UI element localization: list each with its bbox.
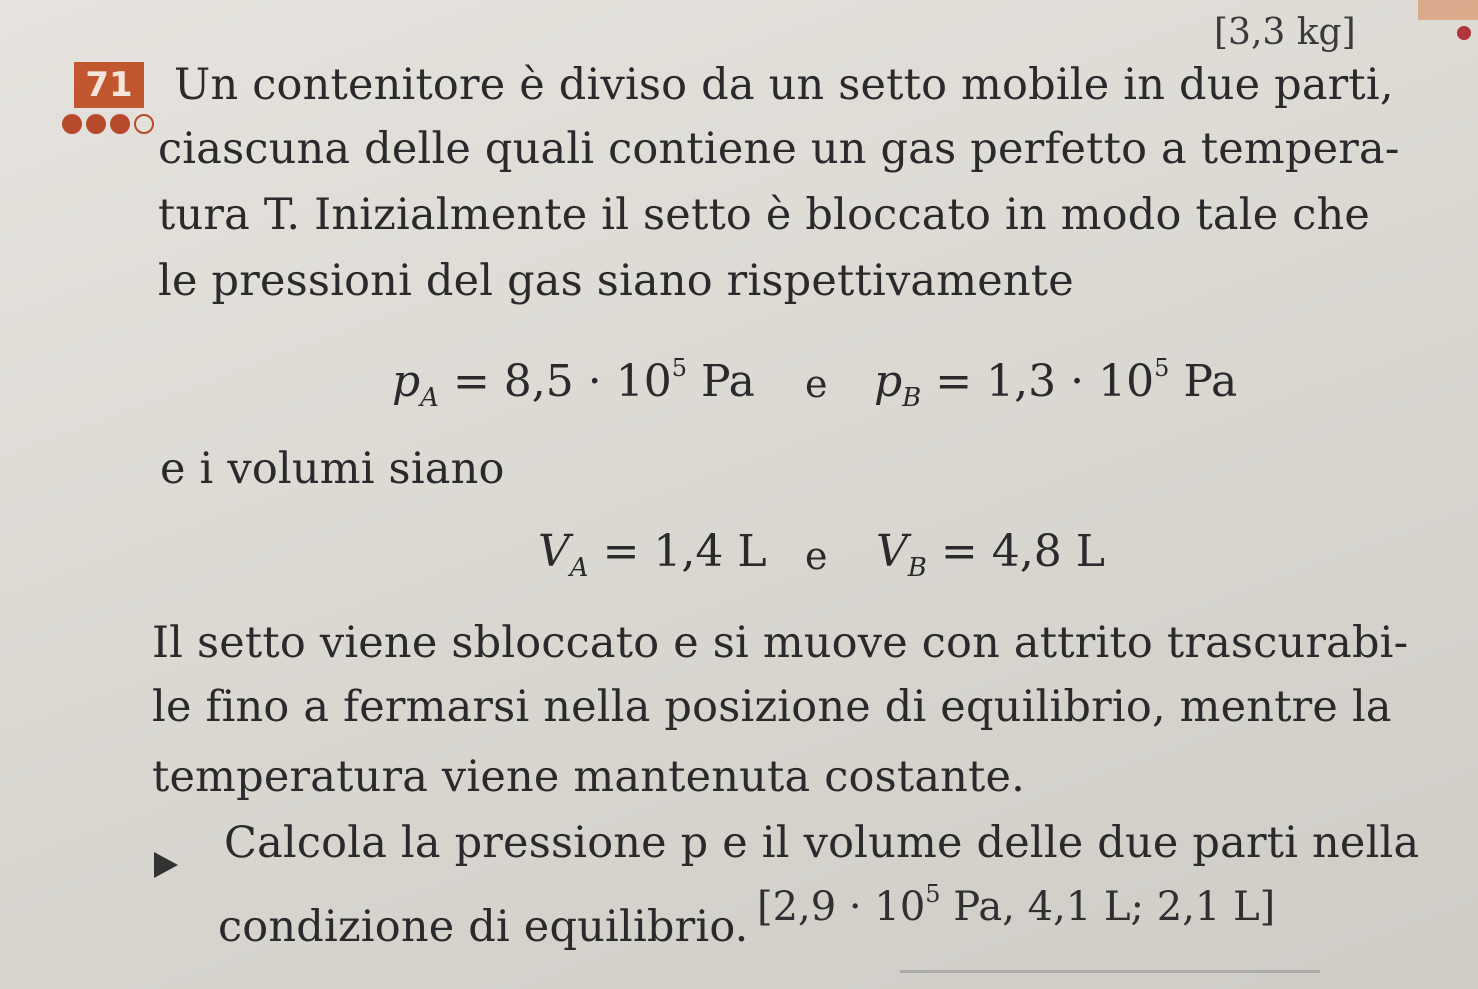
- page-bottom-line: [900, 970, 1320, 973]
- difficulty-dot-filled: [86, 114, 106, 134]
- formula-volume-b: [876, 526, 1105, 583]
- value: = 8,5 · 10: [452, 356, 672, 407]
- text-line-1: Un contenitore è diviso da un setto mobile in due parti,: [174, 60, 1394, 110]
- text-line-5: Il setto viene sbloccato e si muove con attrito trascurabi-: [152, 618, 1409, 668]
- text-line-2: ciascuna delle quali contiene un gas perfetto a tempera-: [158, 124, 1400, 174]
- answer-pre: [2,9 · 10: [757, 884, 926, 930]
- answer-exponent: 5: [925, 880, 941, 908]
- volumes-intro: e i volumi siano: [160, 444, 505, 494]
- formula-volume-a: [538, 526, 767, 583]
- subscript-b: B: [907, 553, 927, 583]
- unit: Pa: [701, 356, 755, 407]
- value: = 4,8 L: [940, 526, 1105, 577]
- subscript-a: A: [420, 383, 439, 413]
- value: = 1,3 · 10: [935, 356, 1155, 407]
- subscript-b: B: [902, 383, 922, 413]
- symbol-v: V: [538, 526, 570, 577]
- question-line-2: condizione di equilibrio.: [218, 902, 749, 952]
- symbol-v: V: [876, 526, 908, 577]
- difficulty-dot-filled: [110, 114, 130, 134]
- value: = 1,4 L: [602, 526, 767, 577]
- text-line-3: tura T. Inizialmente il setto è bloccato in modo tale che: [158, 190, 1371, 240]
- formula-pressure-b: [874, 354, 1237, 413]
- exercise-number-badge: 71: [74, 62, 144, 108]
- subscript-a: A: [569, 553, 589, 583]
- answer-post: Pa, 4,1 L; 2,1 L]: [940, 884, 1276, 930]
- symbol-p: p: [874, 356, 903, 407]
- text-line-7: temperatura viene mantenuta costante.: [152, 752, 1026, 802]
- unit: Pa: [1183, 356, 1238, 407]
- difficulty-dot-empty: [134, 114, 154, 134]
- difficulty-dot-filled: [62, 114, 82, 134]
- text-line-4: le pressioni del gas siano rispettivamente: [158, 256, 1074, 306]
- conjunction-e: e: [805, 534, 828, 578]
- page-corner-tab: [1418, 0, 1478, 20]
- formula-pressure-a: [392, 354, 755, 413]
- symbol-p: p: [392, 356, 421, 407]
- conjunction-e: e: [805, 362, 828, 406]
- previous-answer: [3,3 kg]: [1214, 12, 1356, 53]
- answer: [757, 880, 1275, 930]
- exponent: 5: [671, 354, 688, 382]
- red-dot-mark: [1457, 26, 1471, 40]
- exponent: 5: [1154, 354, 1170, 382]
- question-bullet-icon: [154, 852, 178, 878]
- question-line-1: Calcola la pressione p e il volume delle due parti nella: [224, 818, 1420, 868]
- text-line-6: le fino a fermarsi nella posizione di equilibrio, mentre la: [152, 682, 1392, 732]
- difficulty-dots: [62, 114, 154, 134]
